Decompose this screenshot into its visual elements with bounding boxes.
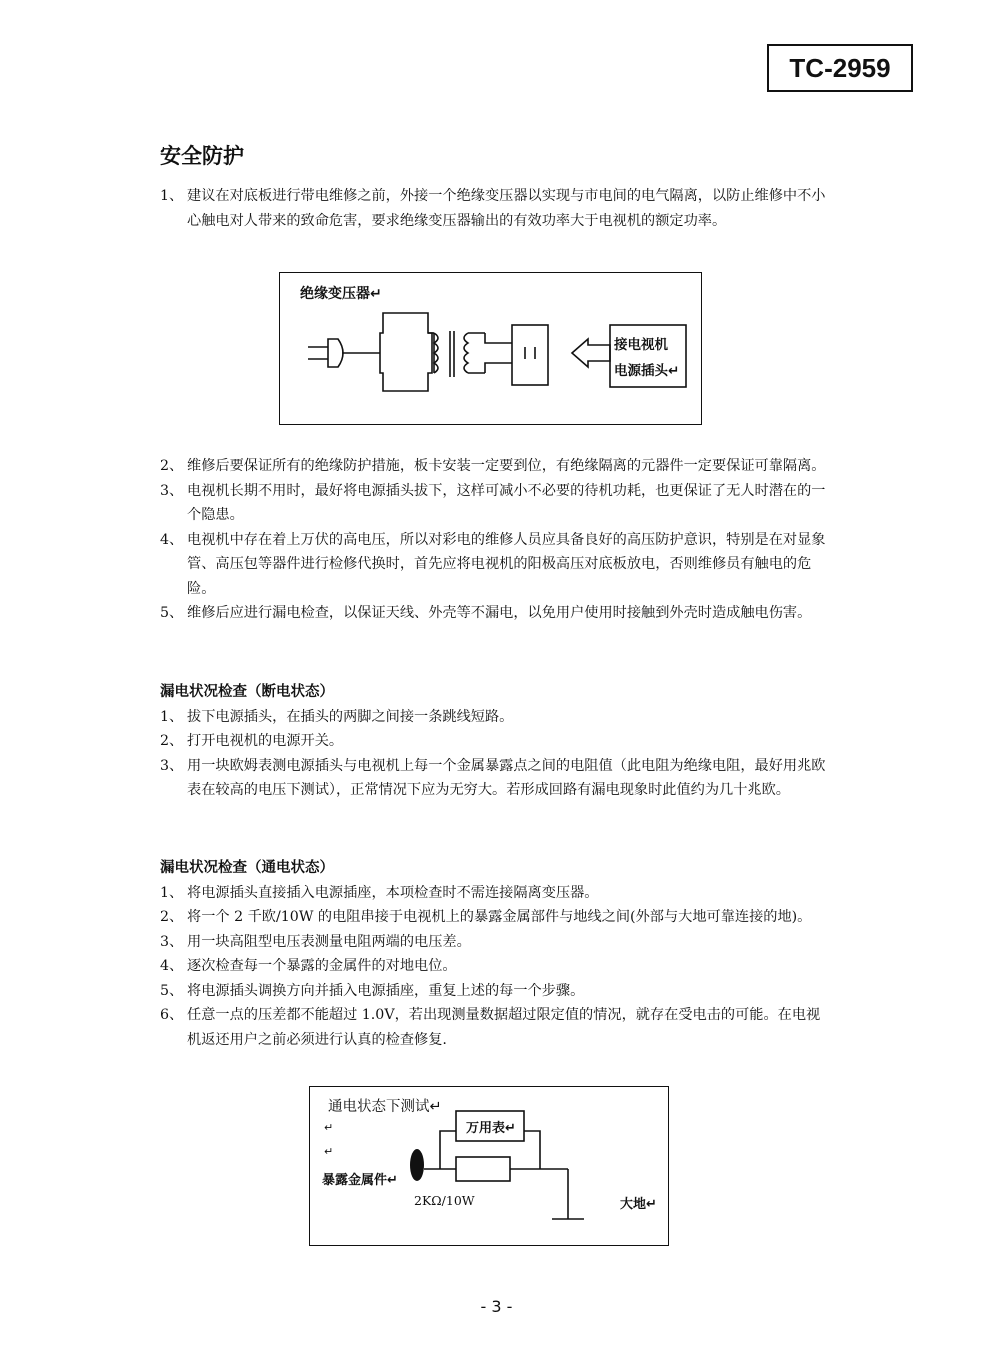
figure-title: 绝缘变压器↵ (300, 286, 382, 302)
item-text: 将一个 2 千欧/10W 的电阻串接于电视机上的暴露金属部件与地线之间(外部与大地可靠连接的地)。 (187, 909, 812, 925)
item-number: 2、 (160, 458, 184, 474)
blank-line: ↵ (324, 1121, 334, 1134)
item-text: 电视机长期不用时，最好将电源插头拔下，这样可减小不必要的待机功耗，也更保证了无人时潜在的一个隐患。 (187, 482, 826, 523)
item-text: 打开电视机的电源开关。 (187, 733, 344, 749)
item-text: 将电源插头调换方向并插入电源插座，重复上述的每一个步骤。 (187, 982, 585, 999)
tv-plug-label-line1: 接电视机 (614, 337, 668, 353)
list-item (160, 881, 830, 906)
isolation-transformer-figure (279, 272, 702, 425)
figure-title: 通电状态下测试↵ (328, 1099, 442, 1115)
power-off-title: 漏电状况检查（断电状态） (160, 684, 334, 700)
list-item (160, 954, 830, 979)
safety-list-bottom (160, 454, 830, 626)
ground-label: 大地↵ (620, 1197, 657, 1212)
power-on-title: 漏电状况检查（通电状态） (160, 860, 334, 876)
item-number: 5、 (160, 605, 184, 621)
list-item (160, 729, 830, 754)
item-number: 3、 (160, 933, 184, 950)
list-item (160, 979, 830, 1004)
resistor-label: 2KΩ/10W (414, 1193, 475, 1208)
list-item (160, 754, 830, 803)
item-number: 4、 (160, 531, 184, 548)
tv-plug-label-line2: 电源插头↵ (614, 363, 680, 379)
exposed-metal-label: 暴露金属件↵ (322, 1173, 398, 1188)
list-item (160, 705, 830, 730)
item-text: 拔下电源插头，在插头的两脚之间接一条跳线短路。 (187, 708, 514, 725)
item-text: 建议在对底板进行带电维修之前，外接一个绝缘变压器以实现与市电间的电气隔离，以防止维修中不小心触电对人带来的致命危害，要求绝缘变压器输出的有效功率大于电视机的额定功率。 (187, 188, 826, 229)
safety-list-top (160, 184, 830, 233)
item-number: 5、 (160, 982, 184, 999)
power-on-check (160, 856, 830, 1052)
item-number: 1、 (160, 884, 184, 901)
item-number: 3、 (160, 757, 184, 774)
item-text: 维修后要保证所有的绝缘防护措施，板卡安装一定要到位，有绝缘隔离的元器件一定要保证可靠隔离。 (187, 458, 826, 474)
item-number: 1、 (160, 188, 184, 204)
multimeter-label: 万用表↵ (466, 1121, 516, 1136)
list-item (160, 528, 830, 602)
list-item (160, 479, 830, 528)
item-number: 2、 (160, 909, 184, 925)
item-text: 维修后应进行漏电检查，以保证天线、外壳等不漏电，以免用户使用时接触到外壳时造成触电伤害。 (187, 605, 812, 621)
page-number: - 3 - (480, 1297, 513, 1316)
section-title: 安全防护 (160, 144, 244, 168)
item-text: 逐次检查每一个暴露的金属件的对地电位。 (187, 958, 457, 974)
list-item (160, 905, 830, 930)
item-text: 电视机中存在着上万伏的高电压，所以对彩电的维修人员应具备良好的高压防护意识，特别是在对显象管、高压包等器件进行检修代换时，首先应将电视机的阳极高压对底板放电，否则维修员有触电的危险。 (187, 531, 826, 597)
item-number: 3、 (160, 482, 184, 499)
item-text: 任意一点的压差都不能超过 1.0V，若出现测量数据超过限定值的情况，就存在受电击的可能。在电视机返还用户之前必须进行认真的检查修复. (187, 1007, 821, 1048)
item-number: 4、 (160, 958, 184, 974)
item-text: 用一块高阻型电压表测量电阻两端的电压差。 (187, 933, 471, 950)
item-number: 1、 (160, 708, 184, 725)
list-item (160, 184, 830, 233)
live-test-figure (309, 1086, 669, 1246)
model-number-box: TC-2959 (767, 44, 913, 92)
item-text: 用一块欧姆表测电源插头与电视机上每一个金属暴露点之间的电阻值（此电阻为绝缘电阻，最好用兆欧表在较高的电压下测试），正常情况下应为无穷大。若形成回路有漏电现象时此值约为几十兆欧。 (187, 757, 826, 798)
item-text: 将电源插头直接插入电源插座，本项检查时不需连接隔离变压器。 (187, 884, 599, 901)
item-number: 2、 (160, 733, 184, 749)
list-item (160, 930, 830, 955)
live-test-diagram (310, 1087, 668, 1245)
blank-line: ↵ (324, 1145, 334, 1158)
list-item (160, 1003, 830, 1052)
power-off-check (160, 680, 830, 803)
list-item (160, 601, 830, 626)
item-number: 6、 (160, 1007, 184, 1023)
list-item (160, 454, 830, 479)
